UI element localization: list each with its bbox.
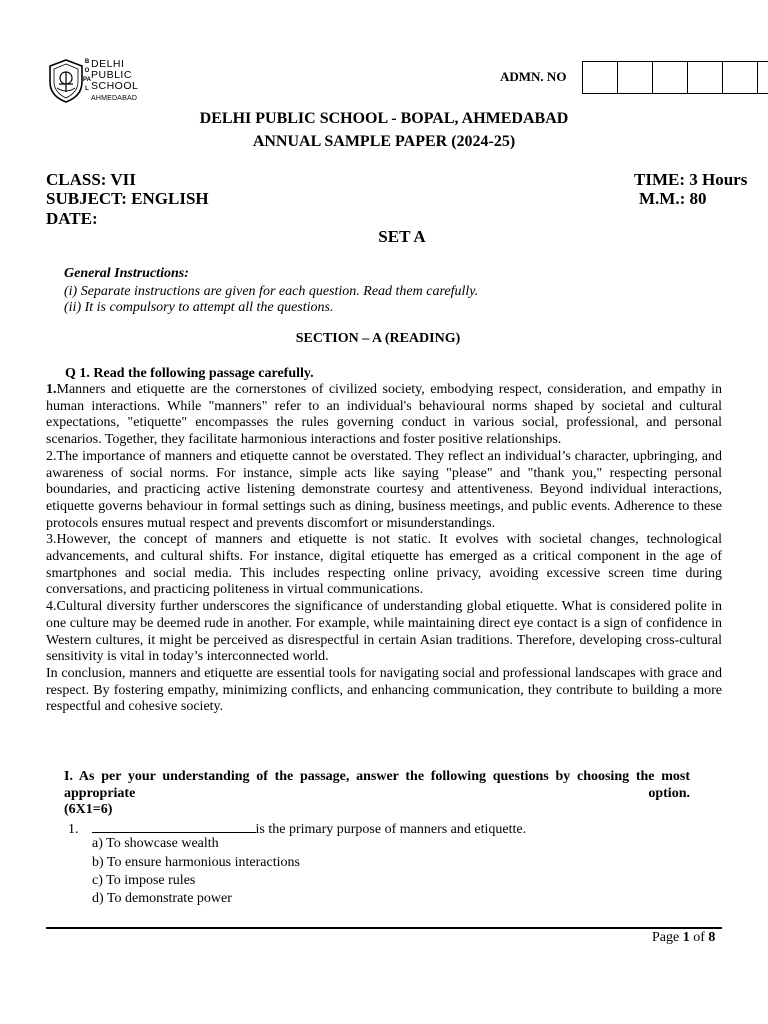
admn-box <box>723 62 758 93</box>
school-title: DELHI PUBLIC SCHOOL - BOPAL, AHMEDABAD <box>199 110 569 127</box>
admn-box <box>653 62 688 93</box>
task-marks: (6X1=6) <box>64 802 113 817</box>
set-label: SET A <box>378 227 426 246</box>
logo-line-3: SCHOOL <box>91 80 139 92</box>
paragraph-text: Cultural diversity further underscores the significance of understanding global etiquette. What is considered polite in one culture may be deemed rude in another. For example, while maintaining direct eye contact is a sign of confidence in Western cultures, it might be perceived as disrespectful in certain Asian traditions. Therefore, developing cross-cultural sensitivity is vital in today’s interconnected world. <box>46 599 722 665</box>
instruction-item: (i) Separate instructions are given for each question. Read them carefully. <box>64 284 479 299</box>
page-total: 8 <box>708 930 716 945</box>
admn-box <box>618 62 653 93</box>
option-c: c) To impose rules <box>92 873 196 888</box>
option-b: b) To ensure harmonious interactions <box>92 855 300 870</box>
admn-no-boxes <box>582 61 768 94</box>
date-label: DATE: <box>46 209 98 228</box>
of-word: of <box>693 930 705 945</box>
school-logo <box>46 58 139 106</box>
paragraph-number: 3. <box>46 532 57 548</box>
page-number <box>652 930 715 946</box>
reading-passage <box>46 382 722 716</box>
question-text: is the primary purpose of manners and etiquette. <box>255 822 527 837</box>
instruction-item: (ii) It is compulsory to attempt all the questions. <box>64 300 334 315</box>
logo-line-1: DELHI <box>91 58 125 70</box>
logo-line-4: AHMEDABAD <box>91 95 138 102</box>
passage-conclusion <box>46 666 722 716</box>
paragraph-text: However, the concept of manners and etiquette is not static. It evolves with societal changes, technological advancements, and cultural shifts. For instance, digital etiquette has emerged as a critical component in the age of smartphones and social media. This includes respecting online privacy, avoiding excessive screen time during conversations, and practicing politeness in virtual communications. <box>46 532 722 598</box>
passage-paragraph <box>46 532 722 599</box>
paragraph-text: In conclusion, manners and etiquette are essential tools for navigating social and professional landscapes with grace and respect. By fostering empathy, minimizing conflicts, and enhancing communication, they contribute to building a more respectful and cohesive society. <box>46 665 722 715</box>
paragraph-number: 2. <box>46 448 57 464</box>
paragraph-text: The importance of manners and etiquette cannot be overstated. They reflect an individual’s character, upbringing, and awareness of social norms. For instance, simple acts like saying "please" and "thank you," respecting personal boundaries, and practicing active listening demonstrate courtesy and attentiveness. Beyond individual interactions, etiquette governs behaviour in formal settings such as dining, business meetings, and public events. Adherence to these protocols ensures mutual respect and prevents discomfort or misunderstandings. <box>46 448 722 531</box>
answer-blank <box>92 819 256 833</box>
logo-vertical-text: BOPAL <box>83 59 91 92</box>
admn-box <box>758 62 768 93</box>
admn-no-label: ADMN. NO <box>500 69 567 84</box>
task-heading: I. As per your understanding of the passage, answer the following questions by choosing the most appropriate option. <box>64 769 690 801</box>
question-number: 1. <box>68 822 79 837</box>
footer-divider <box>46 927 722 929</box>
passage-paragraph <box>46 382 722 449</box>
page-current: 1 <box>682 930 690 945</box>
question-1-heading: Q 1. Read the following passage carefully. <box>65 366 314 381</box>
subject-label: SUBJECT: ENGLISH <box>46 189 209 208</box>
class-label: CLASS: VII <box>46 170 136 189</box>
max-marks-label: M.M.: 80 <box>639 189 707 208</box>
paper-title: ANNUAL SAMPLE PAPER (2024-25) <box>252 133 516 150</box>
logo-line-2: PUBLIC <box>91 69 132 81</box>
time-label: TIME: 3 Hours <box>634 170 748 189</box>
option-a: a) To showcase wealth <box>92 836 219 851</box>
passage-paragraph <box>46 599 722 666</box>
paragraph-number: 1. <box>46 382 57 397</box>
passage-paragraph <box>46 449 722 533</box>
page-word: Page <box>652 930 680 945</box>
option-d: d) To demonstrate power <box>92 891 232 906</box>
admn-box <box>688 62 723 93</box>
paragraph-text: Manners and etiquette are the cornerstones of civilized society, embodying respect, consideration, and empathy in human interactions. While "manners" refer to an individual's behavioural norms shaped by societal and cultural expectations, "etiquette" encompasses the rules governing conduct in various social, professional, and personal scenarios. Together, they facilitate harmonious interactions and foster positive relationships. <box>46 382 722 448</box>
school-emblem-icon <box>46 58 86 104</box>
admn-box <box>583 62 618 93</box>
instructions-heading: General Instructions: <box>64 266 189 281</box>
section-title: SECTION – A (READING) <box>295 331 461 346</box>
paragraph-number: 4. <box>46 599 57 615</box>
